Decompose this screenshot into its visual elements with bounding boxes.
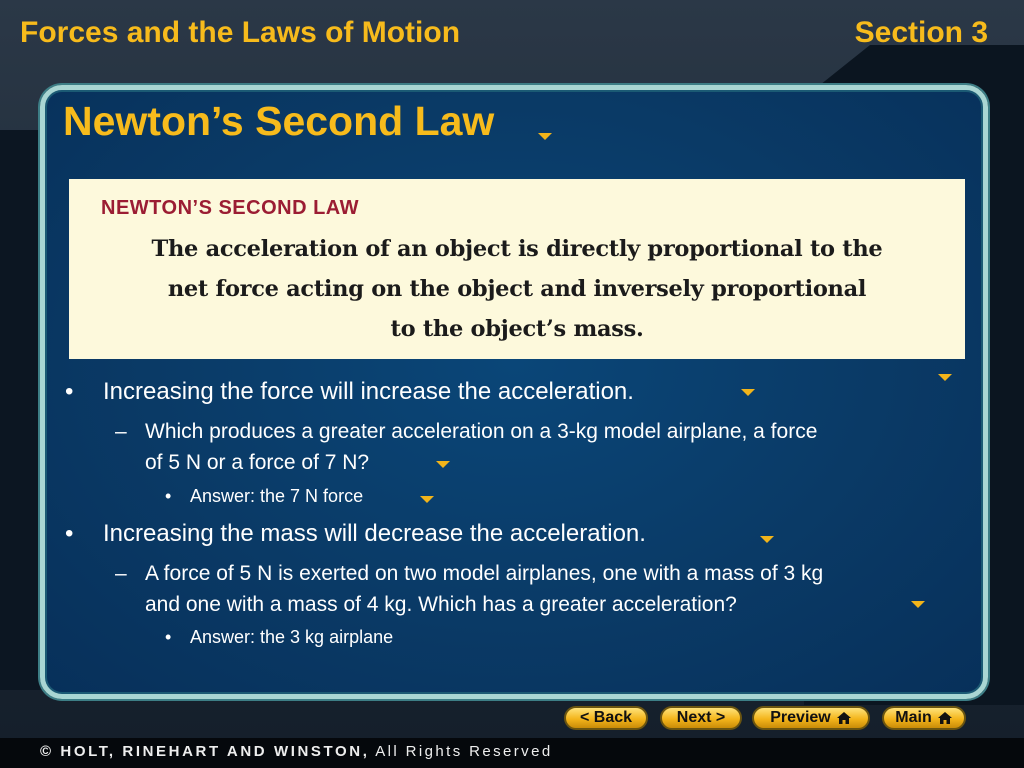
next-button-label: Next > xyxy=(676,709,726,726)
bullet-marker: • xyxy=(165,627,172,647)
bullet-text: Increasing the force will increase the acceleration. xyxy=(103,378,634,405)
law-line: net force acting on the object and inversely proportional xyxy=(167,276,867,302)
law-box xyxy=(69,179,965,359)
home-icon xyxy=(937,711,953,725)
dropdown-arrow-icon[interactable] xyxy=(741,389,755,396)
law-line: to the object’s mass. xyxy=(390,316,644,342)
bullet-text: Answer: the 3 kg airplane xyxy=(190,627,394,647)
law-heading: NEWTON’S SECOND LAW xyxy=(101,197,360,219)
bullet-text-line: A force of 5 N is exerted on two model airplanes, one with a mass of 3 kg xyxy=(145,562,824,585)
dropdown-arrow-icon[interactable] xyxy=(911,601,925,608)
law-statement xyxy=(69,229,965,349)
bullet-marker: – xyxy=(115,420,127,443)
dropdown-arrow-icon[interactable] xyxy=(538,133,552,140)
section-label: Section 3 xyxy=(854,16,988,49)
main-button-label: Main xyxy=(895,709,932,726)
bullet-text-line: of 5 N or a force of 7 N? xyxy=(145,451,370,474)
bullet-text-line: Which produces a greater acceleration on a 3-kg model airplane, a force xyxy=(145,420,818,443)
preview-button-label: Preview xyxy=(770,709,831,726)
chapter-title: Forces and the Laws of Motion xyxy=(20,16,461,49)
bullet-marker: • xyxy=(65,378,74,405)
dropdown-arrow-icon[interactable] xyxy=(938,374,952,381)
preview-button[interactable] xyxy=(752,706,870,730)
copyright-holder: © HOLT, RINEHART AND WINSTON, xyxy=(40,743,370,760)
bullet-text xyxy=(145,416,817,478)
dropdown-arrow-icon[interactable] xyxy=(436,461,450,468)
copyright-rights: All Rights Reserved xyxy=(369,743,553,760)
background-left-band xyxy=(0,130,42,690)
dropdown-arrow-icon[interactable] xyxy=(420,496,434,503)
back-button-label: < Back xyxy=(579,709,633,726)
slide-title: Newton’s Second Law xyxy=(63,98,495,144)
bullet-marker: • xyxy=(165,486,172,506)
bullet-text: Answer: the 7 N force xyxy=(190,486,364,506)
bullet-marker: – xyxy=(115,562,127,585)
home-icon xyxy=(836,711,852,725)
next-button[interactable] xyxy=(660,706,742,730)
bullet-text xyxy=(145,558,823,620)
back-button[interactable] xyxy=(564,706,648,730)
bullet-text: Increasing the mass will decrease the acceleration. xyxy=(103,520,646,547)
bullet-marker: • xyxy=(65,520,74,547)
main-button[interactable] xyxy=(882,706,966,730)
slide-panel xyxy=(40,85,988,699)
copyright-notice xyxy=(40,743,553,760)
bullet-text-line: and one with a mass of 4 kg. Which has a greater acceleration? xyxy=(145,593,737,616)
law-line: The acceleration of an object is directly proportional to the xyxy=(151,236,883,262)
dropdown-arrow-icon[interactable] xyxy=(760,536,774,543)
